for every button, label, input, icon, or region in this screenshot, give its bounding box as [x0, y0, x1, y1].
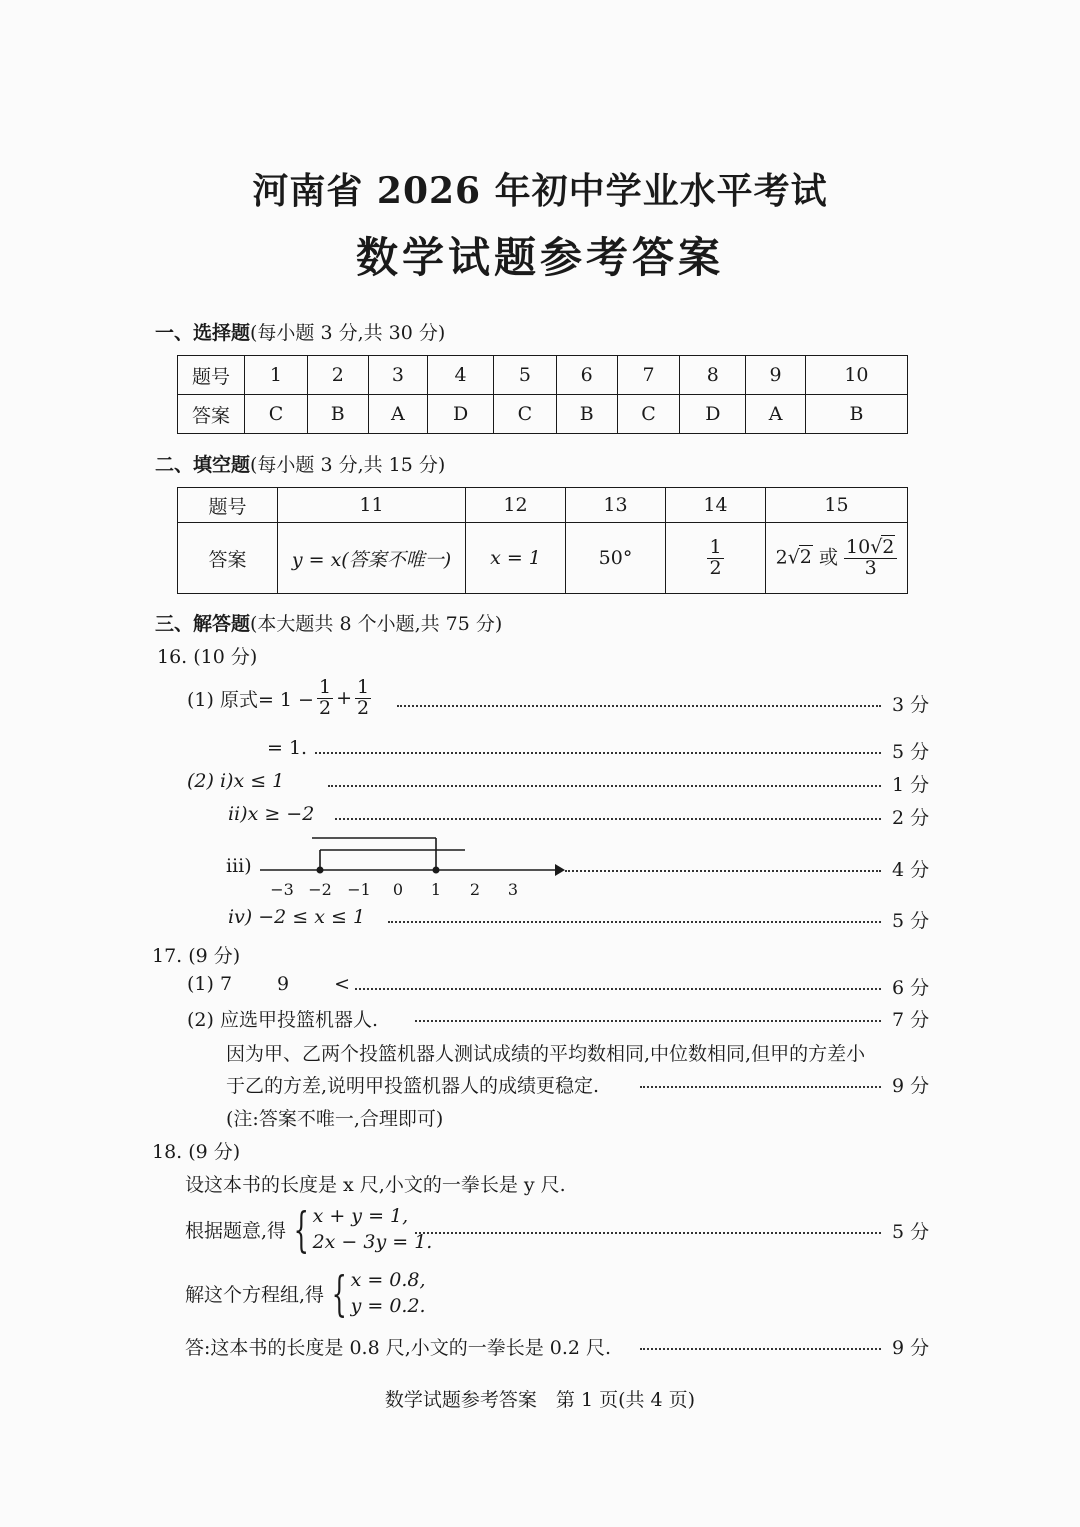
solution-value: x = 0.8, — [350, 1269, 426, 1291]
tick-label: 1 — [430, 880, 442, 899]
table1-answer-label: 答案 — [178, 395, 245, 434]
sqrt-sign: √ — [870, 535, 883, 558]
q17-p2: (2) 应选甲投篮机器人. — [187, 1009, 378, 1031]
table1-number: 1 — [245, 356, 308, 395]
tick-label: 2 — [469, 880, 481, 899]
q17-p1 — [187, 973, 350, 995]
fraction-denominator: 3 — [864, 556, 877, 579]
equation-system — [313, 1204, 433, 1255]
plus-sign: + — [336, 687, 352, 710]
system-brace: { — [293, 1201, 309, 1258]
q17-note: (注:答案不唯一,合理即可) — [226, 1108, 444, 1130]
section1-note: (每小题 3 分,共 30 分) — [250, 322, 446, 344]
solution-system — [351, 1268, 426, 1319]
q18-label: 18. (9 分) — [152, 1141, 241, 1163]
dotted-leader — [640, 1086, 881, 1088]
equation: 2x − 3y = 1. — [312, 1230, 433, 1253]
table1-answer: D — [428, 395, 494, 434]
dotted-leader — [640, 1348, 881, 1350]
score: 3 分 — [892, 694, 930, 716]
table1-answer: D — [680, 395, 746, 434]
number-line — [255, 830, 565, 905]
table1-answer: B — [805, 395, 907, 434]
q18-setup: 设这本书的长度是 x 尺,小文的一拳长是 y 尺. — [185, 1174, 566, 1196]
dotted-leader — [328, 785, 881, 787]
table2-header-label: 题号 — [178, 488, 278, 523]
table1-number: 6 — [556, 356, 617, 395]
q16-p2-iii: ⅲ) — [226, 855, 252, 877]
section2-note: (每小题 3 分,共 15 分) — [250, 454, 446, 476]
fraction-denominator: 2 — [709, 556, 722, 579]
table1-number: 3 — [368, 356, 428, 395]
score: 7 分 — [892, 1009, 930, 1031]
q18-answer: 答:这本书的长度是 0.8 尺,小文的一拳长是 0.2 尺. — [185, 1337, 612, 1359]
closed-point — [317, 867, 324, 874]
q17-p1-b: 9 — [277, 973, 290, 995]
table2-number: 12 — [466, 488, 566, 523]
answer-11: y = x(答案不唯一) — [278, 523, 466, 594]
choice-answer-table — [177, 355, 908, 434]
dotted-leader — [415, 1232, 881, 1234]
table1-number: 8 — [680, 356, 746, 395]
section1-title: 一、选择题 — [155, 322, 251, 344]
section2-title: 二、填空题 — [155, 454, 251, 476]
table1-number: 10 — [805, 356, 907, 395]
score: 5 分 — [892, 1221, 930, 1243]
score: 2 分 — [892, 807, 930, 829]
table2-number: 14 — [666, 488, 766, 523]
table2-number: 15 — [766, 488, 908, 523]
solution-value: y = 0.2. — [350, 1294, 426, 1317]
dotted-leader — [565, 870, 881, 872]
exam-subtitle: 数学试题参考答案 — [355, 233, 724, 282]
tick-label: −1 — [347, 880, 371, 899]
q17-label: 17. (9 分) — [152, 945, 241, 967]
q16-label: 16. (10 分) — [157, 646, 258, 668]
table1-answer: B — [556, 395, 617, 434]
table1-answer: C — [245, 395, 308, 434]
table1-answer: A — [368, 395, 428, 434]
table1-header-label: 题号 — [178, 356, 245, 395]
score: 4 分 — [892, 859, 930, 881]
fraction-numerator: 1 — [709, 535, 722, 558]
fraction — [707, 535, 723, 579]
fill-blank-answer-table — [177, 487, 908, 594]
section3-heading — [155, 609, 502, 636]
sqrt-sign: √ — [787, 546, 800, 568]
dotted-leader — [355, 988, 881, 990]
fraction-denominator: 2 — [356, 696, 370, 719]
fraction — [317, 678, 333, 719]
table2-number: 11 — [278, 488, 466, 523]
fraction — [844, 535, 897, 579]
tick-label: −2 — [308, 880, 332, 899]
table2-answer-label: 答案 — [178, 523, 278, 594]
q16-p1-prefix: (1) 原式= 1 − — [187, 688, 314, 711]
q17-reason-line2: 于乙的方差,说明甲投篮机器人的成绩更稳定. — [226, 1075, 600, 1097]
table2-number: 13 — [566, 488, 666, 523]
table1-answer: B — [307, 395, 368, 434]
table1-number: 5 — [493, 356, 556, 395]
q16-p2-iv: ⅳ) −2 ≤ x ≤ 1 — [228, 906, 366, 928]
equation: x + y = 1, — [312, 1205, 409, 1227]
dotted-leader — [415, 1020, 881, 1022]
q16-p2-i: (2) ⅰ)x ≤ 1 — [187, 770, 285, 792]
score: 9 分 — [892, 1337, 930, 1359]
q18-equations — [185, 1201, 433, 1258]
answer-15 — [766, 523, 908, 594]
answer-15-coefficient: 2 — [775, 546, 788, 568]
q17-p1-c: < — [334, 973, 351, 995]
q16-part1 — [187, 678, 371, 719]
tick-label: 3 — [507, 880, 519, 899]
score: 9 分 — [892, 1075, 930, 1097]
number-line-arrow — [555, 864, 565, 876]
tick-label: 0 — [392, 880, 404, 899]
answer-15-or: 或 — [818, 546, 838, 568]
tick-label: −3 — [270, 880, 294, 899]
q18-eq-prefix: 根据题意,得 — [185, 1220, 287, 1243]
score: 5 分 — [892, 741, 930, 763]
page-footer: 数学试题参考答案 第 1 页(共 4 页) — [384, 1389, 696, 1411]
score: 5 分 — [892, 910, 930, 932]
q17-p1-a: (1) 7 — [187, 973, 233, 995]
score: 6 分 — [892, 977, 930, 999]
dotted-leader — [388, 921, 881, 923]
table1-number: 2 — [307, 356, 368, 395]
closed-point — [433, 867, 440, 874]
table1-answer: A — [746, 395, 806, 434]
fraction-denominator: 2 — [318, 696, 332, 719]
q16-p1b: = 1. — [267, 737, 308, 759]
answer-15-radicand: 2 — [799, 546, 812, 568]
answer-12: x = 1 — [466, 523, 566, 594]
numerator-radicand: 2 — [882, 535, 895, 558]
answer-13: 50° — [566, 523, 666, 594]
table1-number: 4 — [428, 356, 494, 395]
exam-title: 河南省 2026 年初中学业水平考试 — [252, 170, 828, 212]
dotted-leader — [335, 818, 881, 820]
numerator-coefficient: 10 — [846, 535, 871, 558]
table1-number: 9 — [746, 356, 806, 395]
q18-sol-prefix: 解这个方程组,得 — [185, 1284, 325, 1307]
score: 1 分 — [892, 774, 930, 796]
fraction — [355, 678, 371, 719]
section2-heading — [155, 450, 445, 477]
fraction-numerator: 1 — [318, 676, 332, 698]
q18-solution — [185, 1265, 426, 1322]
section3-title: 三、解答题 — [155, 613, 251, 635]
table1-answer: C — [493, 395, 556, 434]
fraction-numerator — [844, 535, 897, 559]
dotted-leader — [315, 752, 881, 754]
table1-number: 7 — [617, 356, 680, 395]
system-brace: { — [331, 1265, 347, 1322]
section3-note: (本大题共 8 个小题,共 75 分) — [250, 613, 503, 635]
fraction-numerator: 1 — [356, 676, 370, 698]
dotted-leader — [397, 705, 881, 707]
table1-answer: C — [617, 395, 680, 434]
answer-14 — [666, 523, 766, 594]
q17-reason-line1: 因为甲、乙两个投篮机器人测试成绩的平均数相同,中位数相同,但甲的方差小 — [226, 1043, 866, 1065]
q16-p2-ii: ⅱ)x ≥ −2 — [228, 803, 315, 825]
section1-heading — [155, 318, 445, 345]
